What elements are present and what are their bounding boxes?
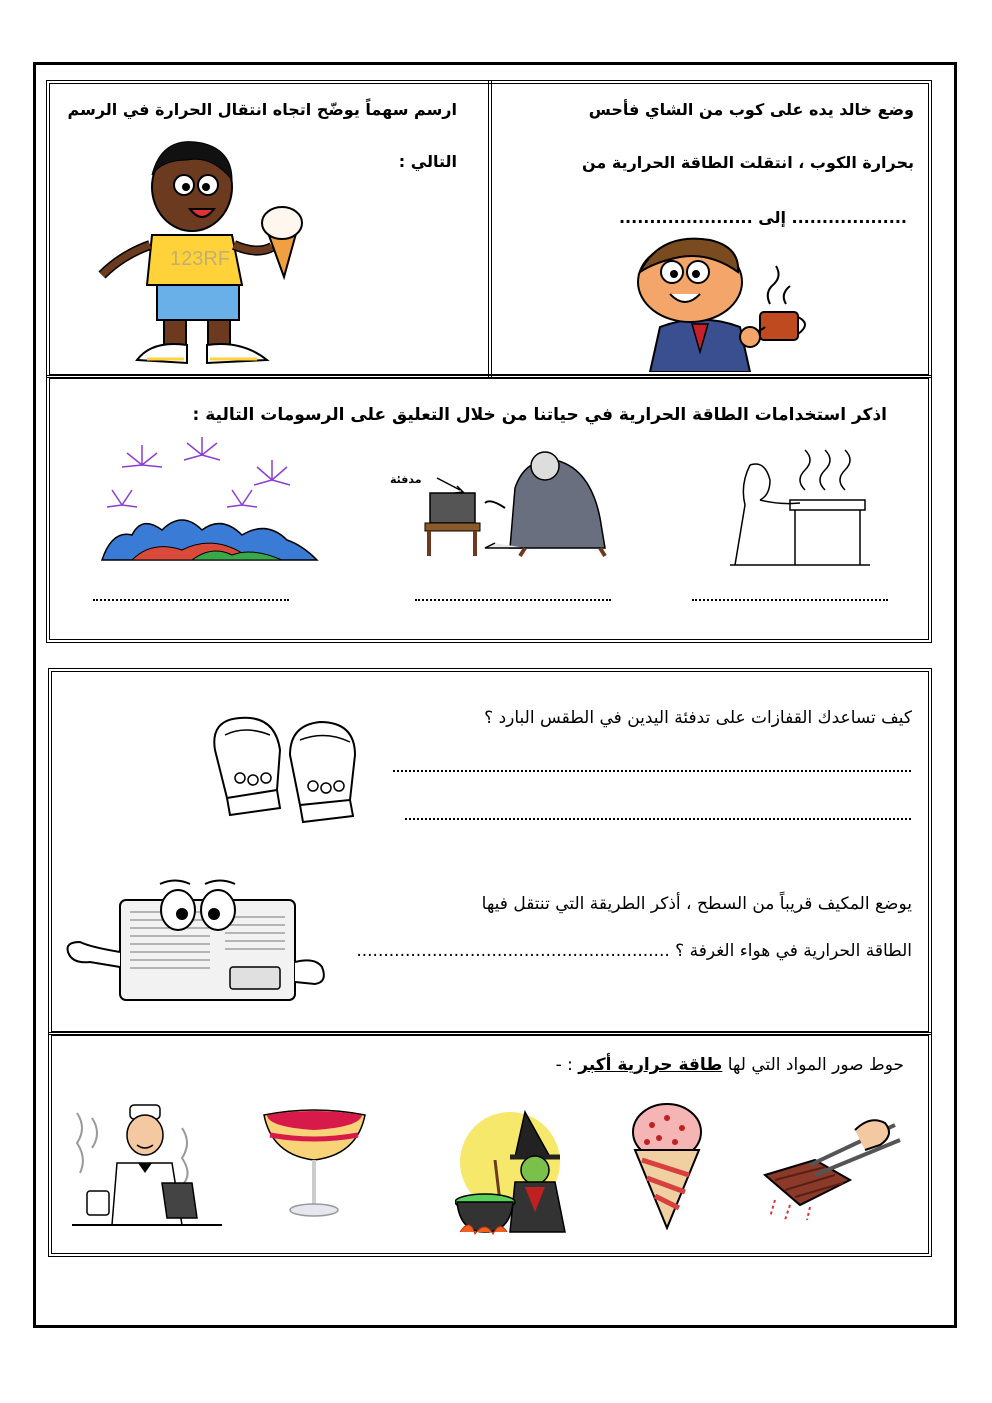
answer-line-heater[interactable] [415, 599, 611, 601]
watermark-text: 123RF [170, 248, 231, 270]
question-arrow-line1: ارسم سهماً يوضّح اتجاه انتقال الحرارة في الرسم [67, 100, 457, 119]
ac-question-line1: يوضع المكيف قريباً من السطح ، أذكر الطريقة التي تنتقل فيها [481, 894, 912, 914]
section-divider [488, 80, 492, 378]
ice-cream-cone-icon[interactable] [627, 1100, 707, 1230]
gloves-question: كيف تساعدك القفازات على تدفئة اليدين في الطقس البارد ؟ [484, 708, 912, 728]
woman-at-heater-icon [415, 448, 615, 558]
question-tea-line2: بحرارة الكوب ، انتقلت الطاقة الحرارية من [582, 153, 914, 172]
gloves-answer-line2[interactable] [405, 818, 911, 820]
grilled-meat-icon[interactable] [755, 1105, 905, 1220]
more-heat-prompt-end: : - [555, 1055, 579, 1075]
ac-question-line2: الطاقة الحرارية في هواء الغرفة ؟ .......................................................... [356, 941, 912, 961]
gloves-answer-line1[interactable] [393, 770, 911, 772]
man-holding-hot-cup-icon [600, 232, 820, 372]
cooking-steam-icon [720, 445, 880, 570]
boy-with-ice-cream-icon[interactable] [92, 135, 312, 370]
answer-line-cooking[interactable] [692, 599, 888, 601]
heat-uses-prompt: اذكر استخدامات الطاقة الحرارية في حياتنا من خلال التعليق على الرسومات التالية : [192, 405, 887, 425]
waiter-hot-coffee-icon[interactable] [72, 1103, 222, 1228]
more-heat-prompt-start: حوط صور المواد التي لها [722, 1055, 904, 1075]
fireworks-icon [92, 435, 322, 570]
witch-cauldron-icon[interactable] [455, 1102, 590, 1237]
air-conditioner-character-icon [60, 872, 335, 1007]
mittens-icon [205, 710, 365, 830]
more-heat-prompt-emphasis: طاقة حرارية أكبر [578, 1055, 723, 1075]
question-arrow-line2: التالي : [398, 152, 457, 171]
question-tea-line1: وضع خالد يده على كوب من الشاي فأحس [588, 100, 914, 119]
heater-label: مدفئة [390, 473, 422, 486]
answer-line-fireworks[interactable] [93, 599, 289, 601]
question-tea-answer-blank[interactable]: ................... إلى ...................... [618, 208, 907, 227]
dessert-glass-icon[interactable] [262, 1105, 367, 1220]
more-heat-prompt [404, 1055, 904, 1075]
